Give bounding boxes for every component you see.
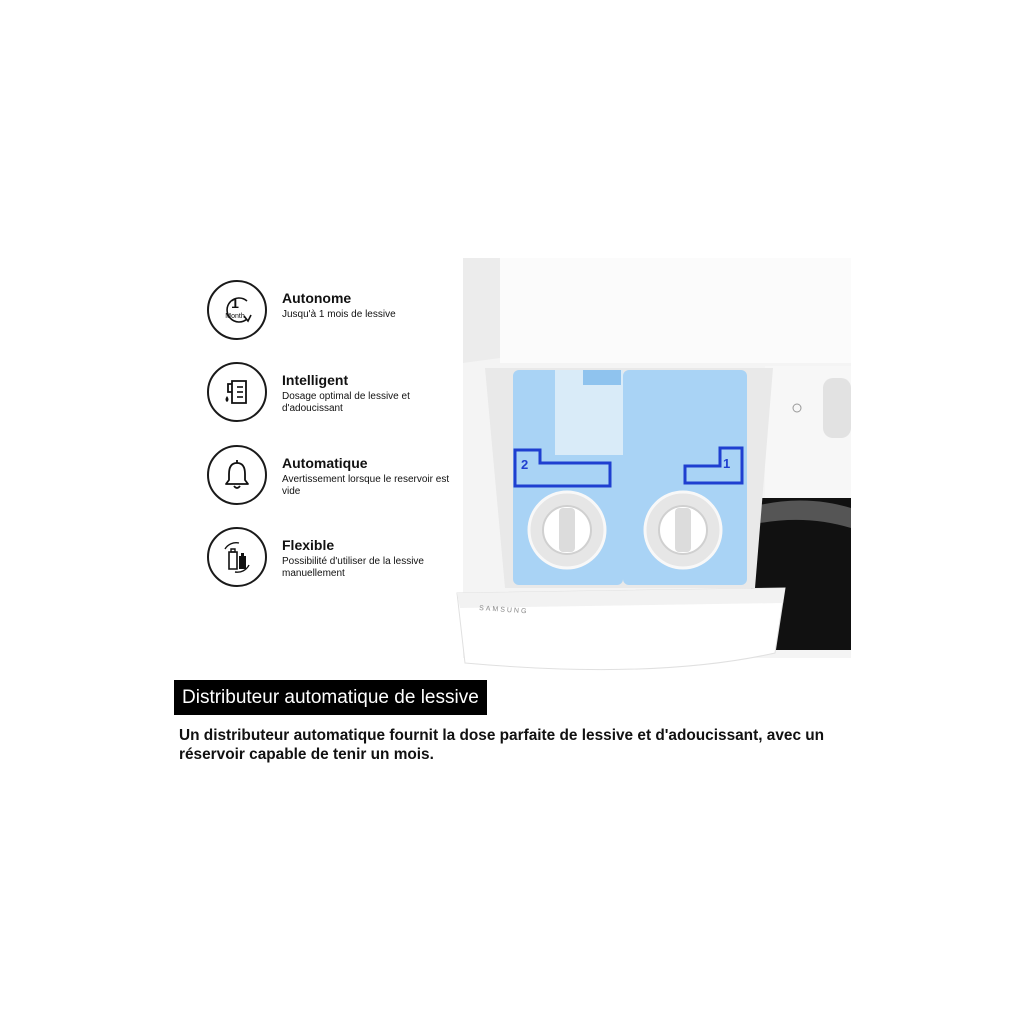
- feature-description: Possibilité d'utiliser de la lessive manuellement: [282, 556, 424, 579]
- measuring-jug-icon: [207, 362, 267, 422]
- feature-autonome: [207, 280, 447, 344]
- brand-logo: SAMSUNG: [478, 605, 529, 616]
- section-description: Un distributeur automatique fournit la dose parfaite de lessive et d'adoucissant, avec un réservoir capable de tenir un mois.: [179, 727, 825, 763]
- compartment-number: 1: [723, 456, 731, 471]
- feature-title: Automatique: [282, 455, 368, 471]
- feature-description: Dosage optimal de lessive et d'adoucissant: [282, 391, 410, 414]
- feature-description: Avertissement lorsque le reservoir est vide: [282, 474, 450, 497]
- bottles-swap-icon: [207, 527, 267, 587]
- badge-unit: Month: [225, 313, 245, 320]
- bell-icon: [207, 445, 267, 505]
- feature-title: Intelligent: [282, 372, 349, 388]
- compartment-number: 2: [521, 457, 529, 472]
- feature-title: Flexible: [282, 537, 335, 553]
- feature-automatique: [207, 445, 450, 509]
- feature-title: Autonome: [282, 290, 352, 306]
- calendar-month-icon: [207, 280, 267, 340]
- section-title: Distributeur automatique de lessive: [174, 680, 487, 715]
- feature-description: Jusqu'à 1 mois de lessive: [282, 309, 396, 320]
- feature-intelligent: [207, 362, 447, 426]
- feature-flexible: [207, 527, 447, 591]
- badge-number: 1: [231, 295, 239, 311]
- washer-dispenser-photo: [455, 258, 851, 678]
